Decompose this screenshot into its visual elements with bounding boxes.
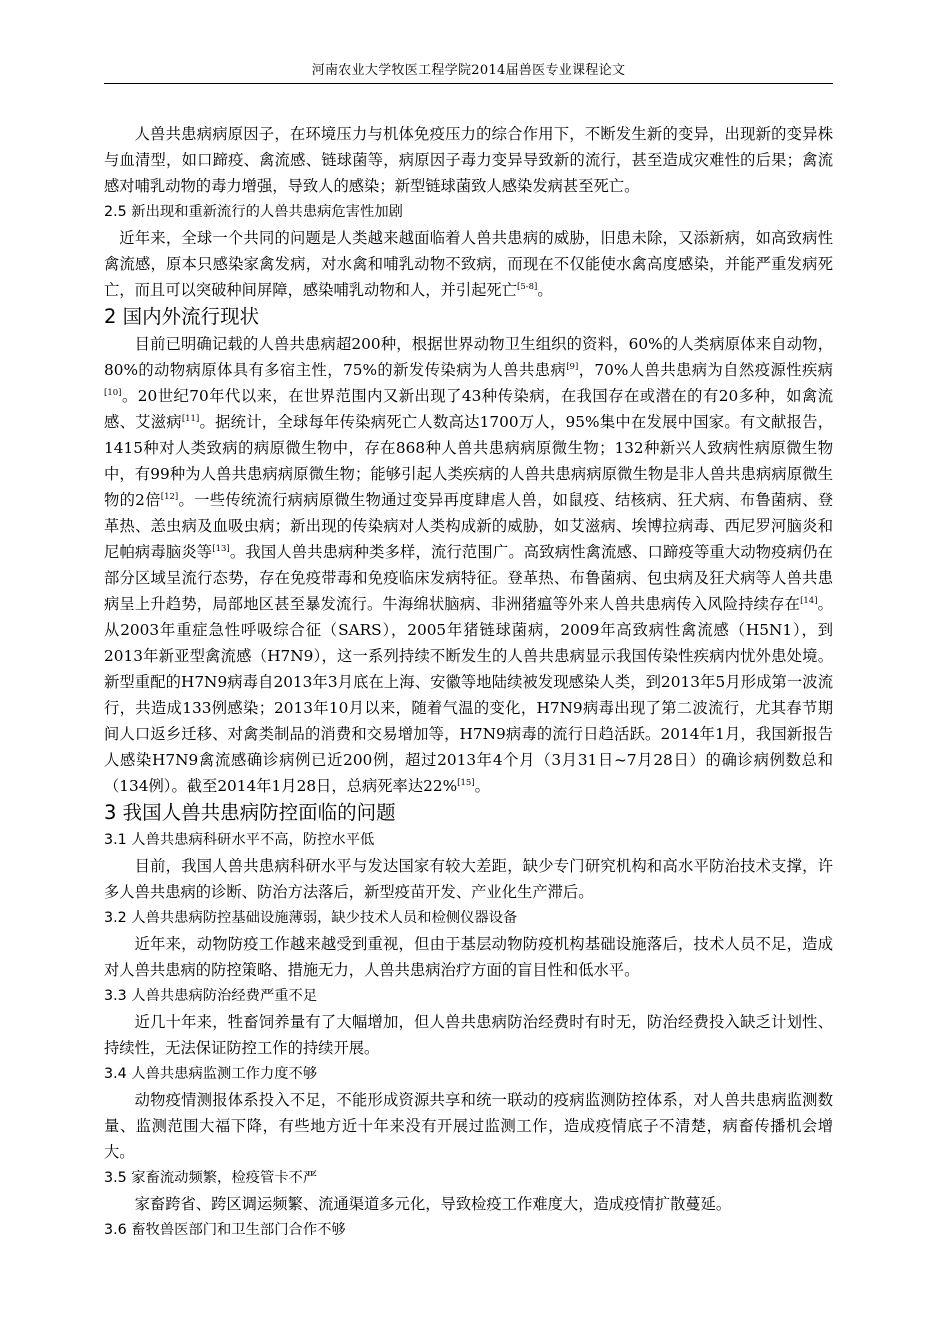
body-paragraph: 人兽共患病病原因子，在环境压力与机体免疫压力的综合作用下，不断发生新的变异，出现新的变异株与血清型，如口蹄疫、禽流感、链球菌等，病原因子毒力变异导致新的流行，甚至造成灾难性的后果；禽流感对哺乳动物的毒力增强，导致人的感染；新型链球菌致人感染发病甚至死亡。 <box>104 125 833 195</box>
subsection-heading: 3.4 人兽共患病监测工作力度不够 <box>104 1066 318 1082</box>
citation-ref: [13] <box>212 543 230 554</box>
citation-ref: [10] <box>104 387 122 398</box>
page-header: 河南农业大学牧医工程学院2014届兽医专业课程论文 <box>104 62 833 84</box>
subsection-heading: 3.2 人兽共患病防控基础设施薄弱，缺少技术人员和检侧仪器设备 <box>104 910 518 926</box>
citation-ref: [9] <box>566 361 579 372</box>
body-paragraph: 近几十年来，牲畜饲养量有了大幅增加，但人兽共患病防治经费时有时无，防治经费投入缺乏计划性、持续性，无法保证防控工作的持续开展。 <box>104 1013 833 1057</box>
subsection-heading: 3.1 人兽共患病科研水平不高，防控水平低 <box>104 832 375 848</box>
body-paragraph: 动物疫情测报体系投入不足，不能形成资源共享和统一联动的疫病监测防控体系，对人兽共患病监测数量、监测范围大福下降，有些地方近十年来没有开展过监测工作，造成疫情底子不清楚，病畜传播机会增大。 <box>104 1091 833 1161</box>
body-paragraph: 目前，我国人兽共患病科研水平与发达国家有较大差距，缺少专门研究机构和高水平防治技术支撑，许多人兽共患病的诊断、防治方法落后，新型疫苗开发、产业化生产滞后。 <box>104 857 833 901</box>
citation-ref: [14] <box>800 595 818 606</box>
subsection-heading: 2.5 新出现和重新流行的人兽共患病危害性加剧 <box>104 204 403 220</box>
subsection-heading: 3.5 家畜流动频繁，检疫管卡不严 <box>104 1170 318 1186</box>
body-paragraph: 近年来，全球一个共同的问题是人类越来越面临着人兽共患病的威胁，旧患未除，又添新病，如高致病性禽流感，原本只感染家禽发病，对水禽和哺乳动物不致病，而现在不仅能使水禽高度感染，并能严重发病死亡，而且可以突破种间屏障，感染哺乳动物和人，并引起死亡[5-8]。 <box>104 229 833 299</box>
citation-ref: [12] <box>160 491 179 502</box>
citation-ref: [5-8] <box>517 281 538 292</box>
document-body <box>104 121 833 1243</box>
citation-ref: [15] <box>457 777 475 788</box>
subsection-heading: 3.6 畜牧兽医部门和卫生部门合作不够 <box>104 1222 346 1238</box>
citation-ref: [11] <box>181 413 200 424</box>
body-paragraph: 近年来，动物防疫工作越来越受到重视，但由于基层动物防疫机构基础设施落后，技术人员不足，造成对人兽共患病的防控策略、措施无力，人兽共患病治疗方面的盲目性和低水平。 <box>104 935 833 979</box>
body-paragraph: 目前已明确记载的人兽共患病超200种，根据世界动物卫生组织的资料，60%的人类病原体来自动物，80%的动物病原体具有多宿主性，75%的新发传染病为人兽共患病[9]，70%人兽共患病为自然疫源性疾病[10]。20世纪70年代以来，在世界范围内又新出现了43种传染病，在我国存在或潜在的有20多种，如禽流感、艾滋病[11]。据统计，全球每年传染病死亡人数高达1700万人，95%集中在发展中国家。有文献报告，1415种对人类致病的病原微生物中，存在868种人兽共患病病原微生物；132种新兴人致病性病原微生物中，有99种为人兽共患病病原微生物；能够引起人类疾病的人兽共患病病原微生物是非人兽共患病病原微生物的2倍[12]。一些传统流行病病原微生物通过变异再度肆虐人兽，如鼠疫、结核病、狂犬病、布鲁菌病、登革热、恙虫病及血吸虫病；新出现的传染病对人类构成新的威胁，如艾滋病、埃博拉病毒、西尼罗河脑炎和尼帕病毒脑炎等[13]。我国人兽共患病种类多样，流行范围广。高致病性禽流感、口蹄疫等重大动物疫病仍在部分区域呈流行态势，存在免疫带毒和免疫临床发病特征。登革热、布鲁菌病、包虫病及狂犬病等人兽共患病呈上升趋势，局部地区甚至暴发流行。牛海绵状脑病、非洲猪瘟等外来人兽共患病传入风险持续存在[14]。从2003年重症急性呼吸综合征（SARS），2005年猪链球菌病，2009年高致病性禽流感（H5N1），到2013年新亚型禽流感（H7N9），这一系列持续不断发生的人兽共患病显示我国传染性疾病内忧外患处境。新型重配的H7N9病毒自2013年3月底在上海、安徽等地陆续被发现感染人类，到2013年5月形成第一波流行，共造成133例感染；2013年10月以来，随着气温的变化，H7N9病毒出现了第二波流行，尤其春节期间人口返乡迁移、对禽类制品的消费和交易增加等，H7N9病毒的流行日趋活跃。2014年1月，我国新报告人感染H7N9禽流感确诊病例已近200例，超过2013年4个月（3月31日~7月28日）的确诊病例数总和（134例）。截至2014年1月28日，总病死率达22%[15]。 <box>104 335 833 795</box>
section-heading: 3 我国人兽共患病防控面临的问题 <box>104 801 396 824</box>
subsection-heading: 3.3 人兽共患病防治经费严重不足 <box>104 988 318 1004</box>
body-paragraph: 家畜跨省、跨区调运频繁、流通渠道多元化，导致检疫工作难度大，造成疫情扩散蔓延。 <box>134 1195 732 1213</box>
section-heading: 2 国内外流行现状 <box>104 305 260 328</box>
